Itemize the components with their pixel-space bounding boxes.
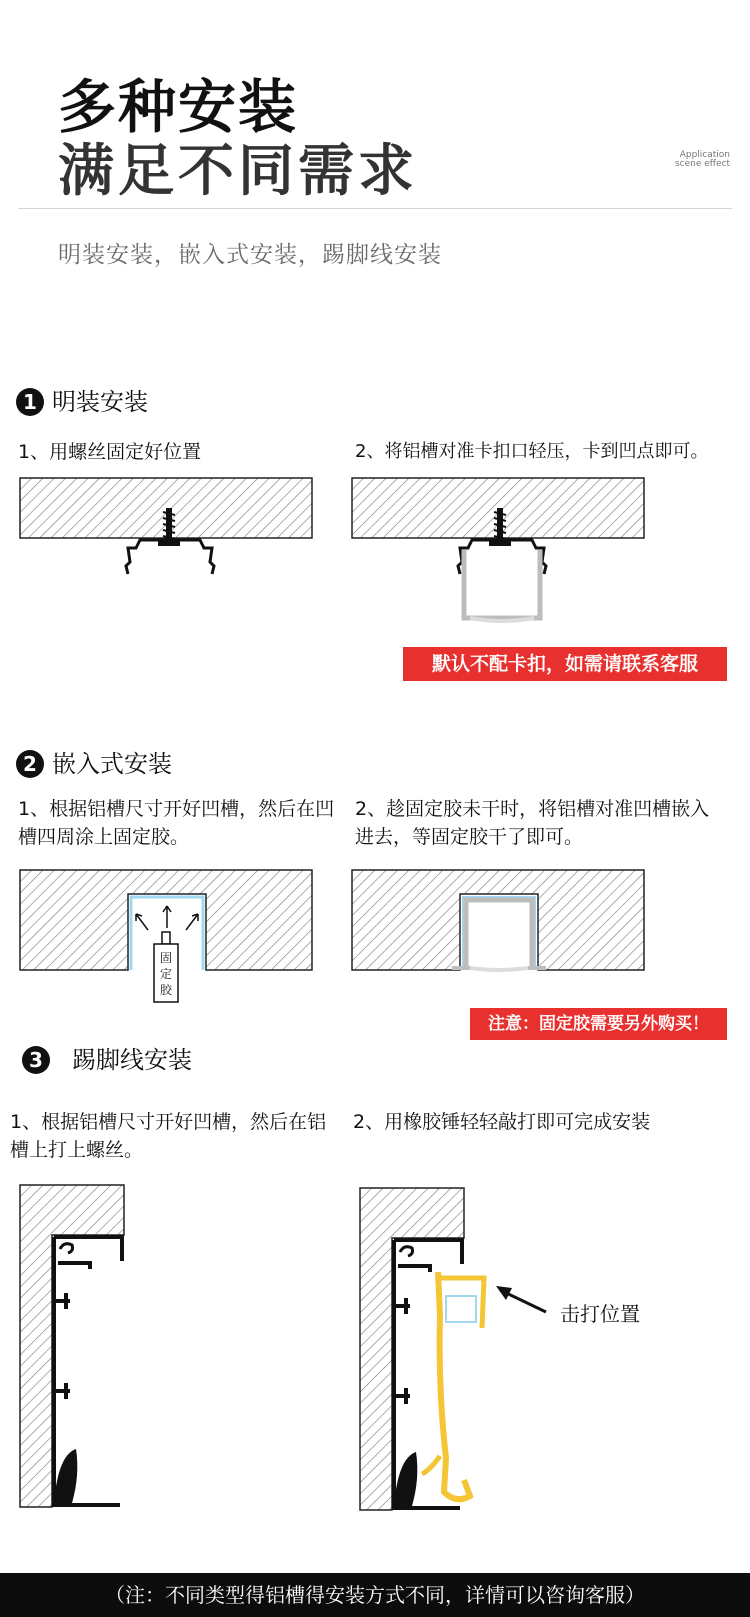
header-divider <box>18 208 732 209</box>
section-2-step-1: 1、根据铝槽尺寸开好凹槽，然后在凹槽四周涂上固定胶。 <box>18 798 335 848</box>
section-3-title: 踢脚线安装 <box>72 1046 192 1074</box>
glue-label-1: 固 <box>159 951 173 965</box>
section-1-step-2: 2、将铝槽对准卡扣口轻压，卡到凹点即可。 <box>355 441 709 462</box>
aluminum-channel <box>466 900 532 966</box>
channel-hook <box>60 1244 73 1253</box>
page-subtitle-title: 满足不同需求 <box>58 139 418 204</box>
footer-note: （注：不同类型得铝槽得安装方式不同，详情可以咨询客服） <box>0 1573 750 1617</box>
skirting-step2-diagram <box>360 1188 560 1518</box>
channel-rib <box>398 1266 430 1272</box>
surface-mount-step1-diagram <box>20 478 314 578</box>
skirting-channel-top <box>54 1237 122 1261</box>
arrow-icon <box>496 1286 546 1312</box>
recessed-step2-diagram <box>352 870 646 980</box>
screw-icon <box>54 1293 70 1309</box>
section-3-step-2: 2、用橡胶锤轻轻敲打即可完成安装 <box>353 1111 651 1133</box>
install-types-subtitle: 明装安装，嵌入式安装，踢脚线安装 <box>58 242 442 268</box>
clip-notice-badge: 默认不配卡扣，如需请联系客服 <box>403 647 727 681</box>
section-2-step-2: 2、趁固定胶未干时，将铝槽对准凹槽嵌入进去，等固定胶干了即可。 <box>355 798 710 848</box>
section-1-title: 明装安装 <box>52 388 148 416</box>
channel-hook <box>400 1247 413 1256</box>
section-2-title: 嵌入式安装 <box>52 750 172 778</box>
screw-icon <box>394 1388 410 1404</box>
diffuser-cover <box>470 968 528 970</box>
section-3-number: 3 <box>22 1046 50 1074</box>
arrow-icon <box>136 906 198 930</box>
hit-position-label: 击打位置 <box>560 1302 640 1326</box>
skirting-step1-diagram <box>20 1185 130 1515</box>
aluminum-channel <box>464 550 540 618</box>
ceiling-with-groove <box>352 870 644 970</box>
recessed-step1-diagram <box>20 870 314 1010</box>
skirting-channel-top <box>394 1240 462 1264</box>
section-2-number: 2 <box>16 750 44 778</box>
section-1-step-1: 1、用螺丝固定好位置 <box>18 441 202 463</box>
channel-foot <box>394 1452 417 1506</box>
screw-icon <box>54 1383 70 1399</box>
led-strip <box>446 1296 476 1322</box>
section-2-heading <box>16 750 172 778</box>
page-title: 多种安装 <box>58 73 299 141</box>
english-caption-line1: Application <box>679 150 730 160</box>
glue-coating <box>463 897 535 968</box>
section-1-heading <box>16 388 148 416</box>
surface-mount-step2-diagram <box>352 478 646 628</box>
section-3-heading <box>22 1046 192 1074</box>
english-caption-line2: scene effect <box>674 159 730 169</box>
section-1-number: 1 <box>16 388 44 416</box>
section-3-step-1: 1、根据铝槽尺寸开好凹槽，然后在铝槽上打上螺丝。 <box>10 1111 327 1161</box>
channel-foot <box>54 1449 77 1503</box>
skirting-strip-tail <box>422 1456 440 1474</box>
english-caption <box>650 151 730 169</box>
glue-label-2: 定 <box>159 967 173 981</box>
channel-rib <box>58 1263 90 1269</box>
screw-icon <box>394 1298 410 1314</box>
glue-notice-badge: 注意：固定胶需要另外购买！ <box>470 1008 727 1040</box>
glue-label-3: 胶 <box>159 983 173 997</box>
